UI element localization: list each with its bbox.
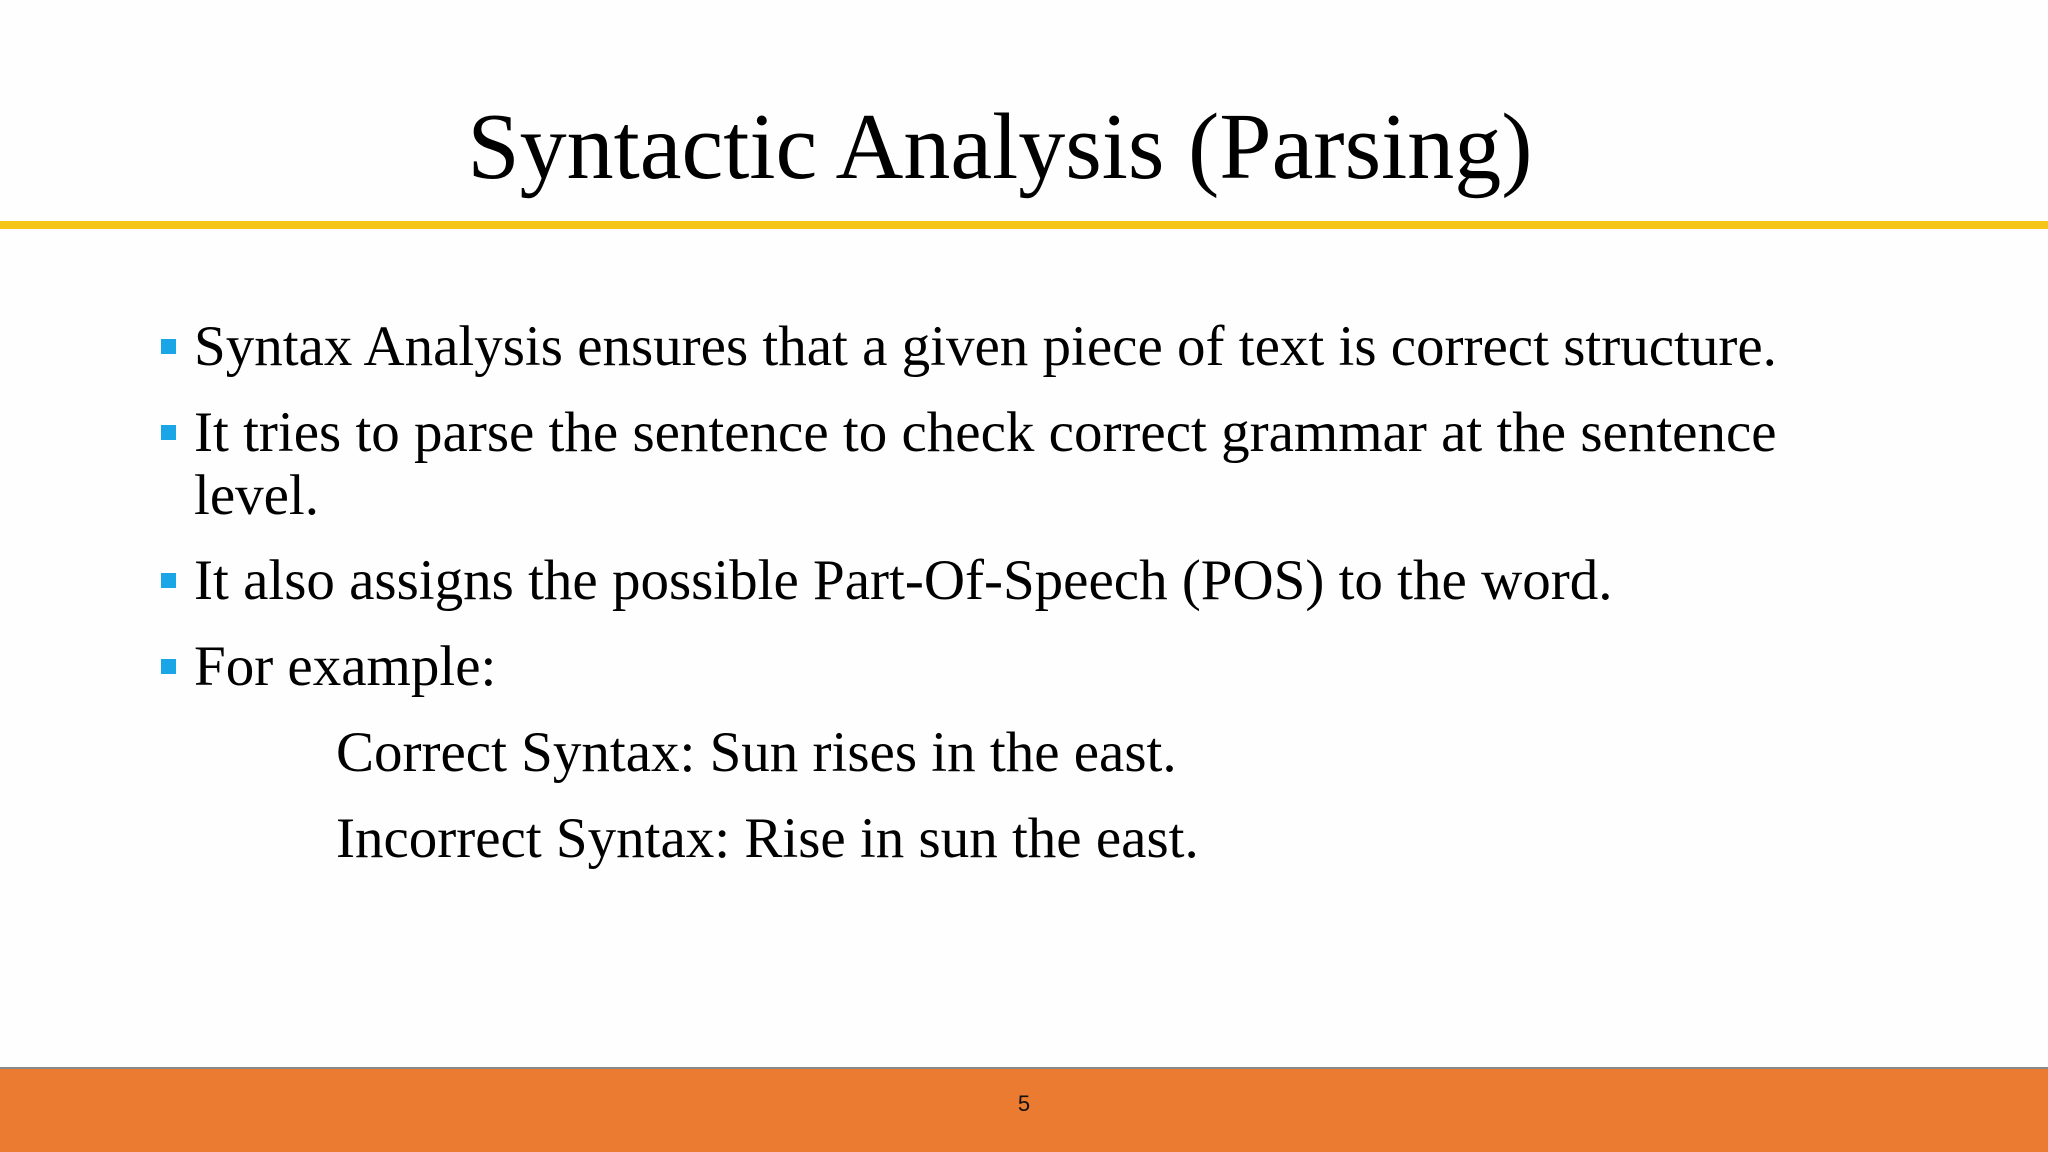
bullet-text: For example:	[194, 635, 497, 698]
bullet-item	[194, 635, 1874, 698]
bullet-item	[194, 315, 1874, 378]
bullet-item	[194, 401, 1874, 527]
square-bullet-icon	[161, 659, 176, 674]
square-bullet-icon	[161, 339, 176, 354]
square-bullet-icon	[161, 425, 176, 440]
footer-bar	[0, 1067, 2048, 1152]
slide-title: Syntactic Analysis (Parsing)	[467, 95, 1533, 199]
example-correct: Correct Syntax: Sun rises in the east.	[336, 721, 1177, 784]
bullet-text: It tries to parse the sentence to check correct grammar at the sentence level.	[194, 401, 1777, 527]
page-number: 5	[1017, 1091, 1031, 1116]
bullet-item	[194, 549, 1874, 612]
example-incorrect: Incorrect Syntax: Rise in sun the east.	[336, 807, 1199, 870]
square-bullet-icon	[161, 573, 176, 588]
bullet-text: It also assigns the possible Part-Of-Speech (POS) to the word.	[194, 549, 1613, 612]
bullet-text: Syntax Analysis ensures that a given piece of text is correct structure.	[194, 315, 1777, 378]
